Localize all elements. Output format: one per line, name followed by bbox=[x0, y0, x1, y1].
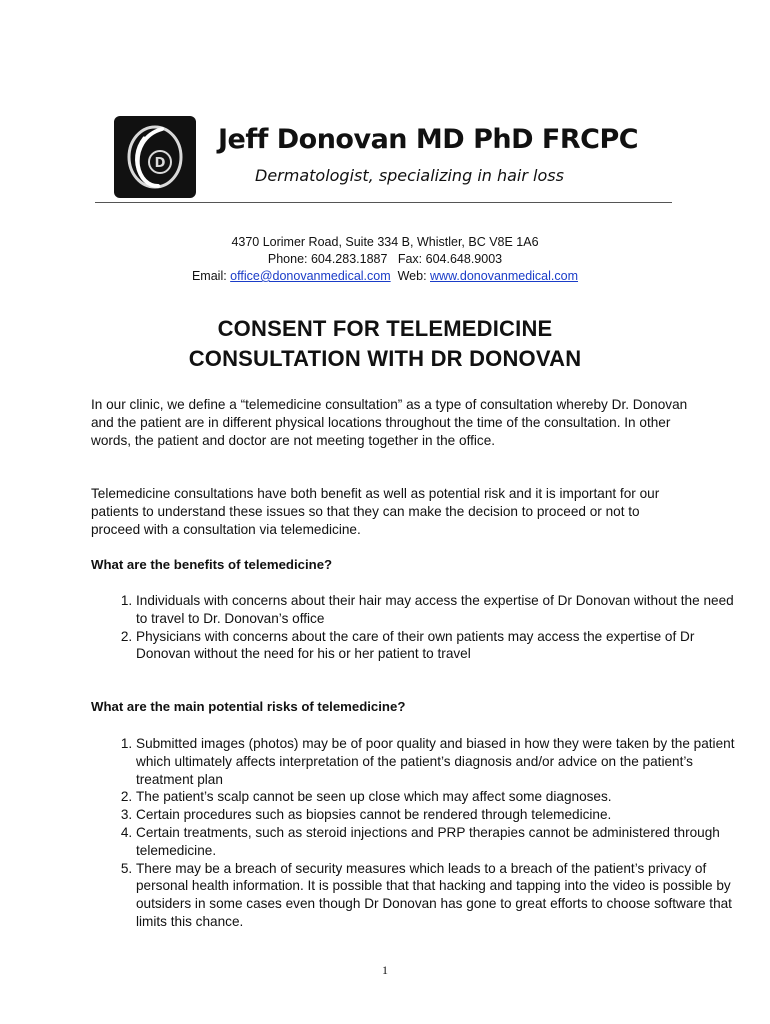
page-number: 1 bbox=[382, 963, 388, 977]
clinic-address: 4370 Lorimer Road, Suite 334 B, Whistler, BC V8E 1A6 bbox=[231, 235, 539, 249]
contact-block bbox=[0, 234, 770, 285]
document-title bbox=[0, 314, 770, 374]
list-item: 1. Individuals with concerns about their hair may access the expertise of Dr Donovan without the need to travel to Dr. Donovan’s office bbox=[136, 592, 736, 628]
benefits-heading: What are the benefits of telemedicine? bbox=[91, 557, 333, 572]
email-label: Email: bbox=[191, 269, 231, 283]
intro-paragraph-1: In our clinic, we define a “telemedicine consultation” as a type of consultation whereby Dr. Donovan and the patient are in different physical locations throughout the time of the consultation. In other words, the patient and doctor are not meeting together in the office. bbox=[91, 397, 688, 448]
doctor-name: Jeff Donovan MD PhD FRCPC bbox=[218, 124, 639, 155]
email-link[interactable]: office@donovanmedical.com bbox=[230, 269, 391, 283]
list-item: 4. Certain treatments, such as steroid injections and PRP therapies cannot be administered through telemedicine. bbox=[136, 824, 736, 860]
list-item: 5. There may be a breach of security measures which leads to a breach of the patient’s privacy of personal health information. It is possible that that hacking and tapping into the video is possible by outsiders in some cases even though Dr Donovan has gone to great efforts to choose software that limits this chance. bbox=[136, 860, 736, 931]
website-link[interactable]: www.donovanmedical.com bbox=[430, 269, 579, 283]
letterhead-divider bbox=[95, 202, 672, 203]
list-item: 1. Submitted images (photos) may be of poor quality and biased in how they were taken by the patient which ultimately affects interpretation of the patient’s diagnosis and/or advice on the patient’s treatment plan bbox=[136, 735, 736, 788]
phone-fax: Phone: 604.283.1887 Fax: 604.648.9003 bbox=[267, 252, 503, 266]
list-item: 2. Physicians with concerns about the care of their own patients may access the expertise of Dr Donovan without the need for his or her patient to travel bbox=[136, 628, 736, 664]
email-web-line bbox=[0, 268, 770, 285]
benefits-list bbox=[91, 592, 736, 663]
donovan-logo-icon bbox=[114, 116, 196, 198]
risks-list bbox=[91, 735, 736, 931]
list-item: 3. Certain procedures such as biopsies cannot be rendered through telemedicine. bbox=[136, 806, 736, 824]
doctor-specialty: Dermatologist, specializing in hair loss bbox=[255, 166, 564, 185]
title-line-2: CONSULTATION WITH DR DONOVAN bbox=[188, 346, 582, 371]
clinic-logo bbox=[114, 116, 196, 198]
list-item: 2. The patient’s scalp cannot be seen up close which may affect some diagnoses. bbox=[136, 788, 736, 806]
risks-heading: What are the main potential risks of telemedicine? bbox=[91, 699, 406, 714]
intro-paragraph-2: Telemedicine consultations have both benefit as well as potential risk and it is important for our patients to understand these issues so that they can make the decision to proceed or not to proceed with a consultation via telemedicine. bbox=[91, 486, 660, 537]
web-label: Web: bbox=[390, 269, 431, 283]
title-line-1: CONSENT FOR TELEMEDICINE bbox=[217, 316, 553, 341]
svg-text:D: D bbox=[154, 156, 166, 171]
